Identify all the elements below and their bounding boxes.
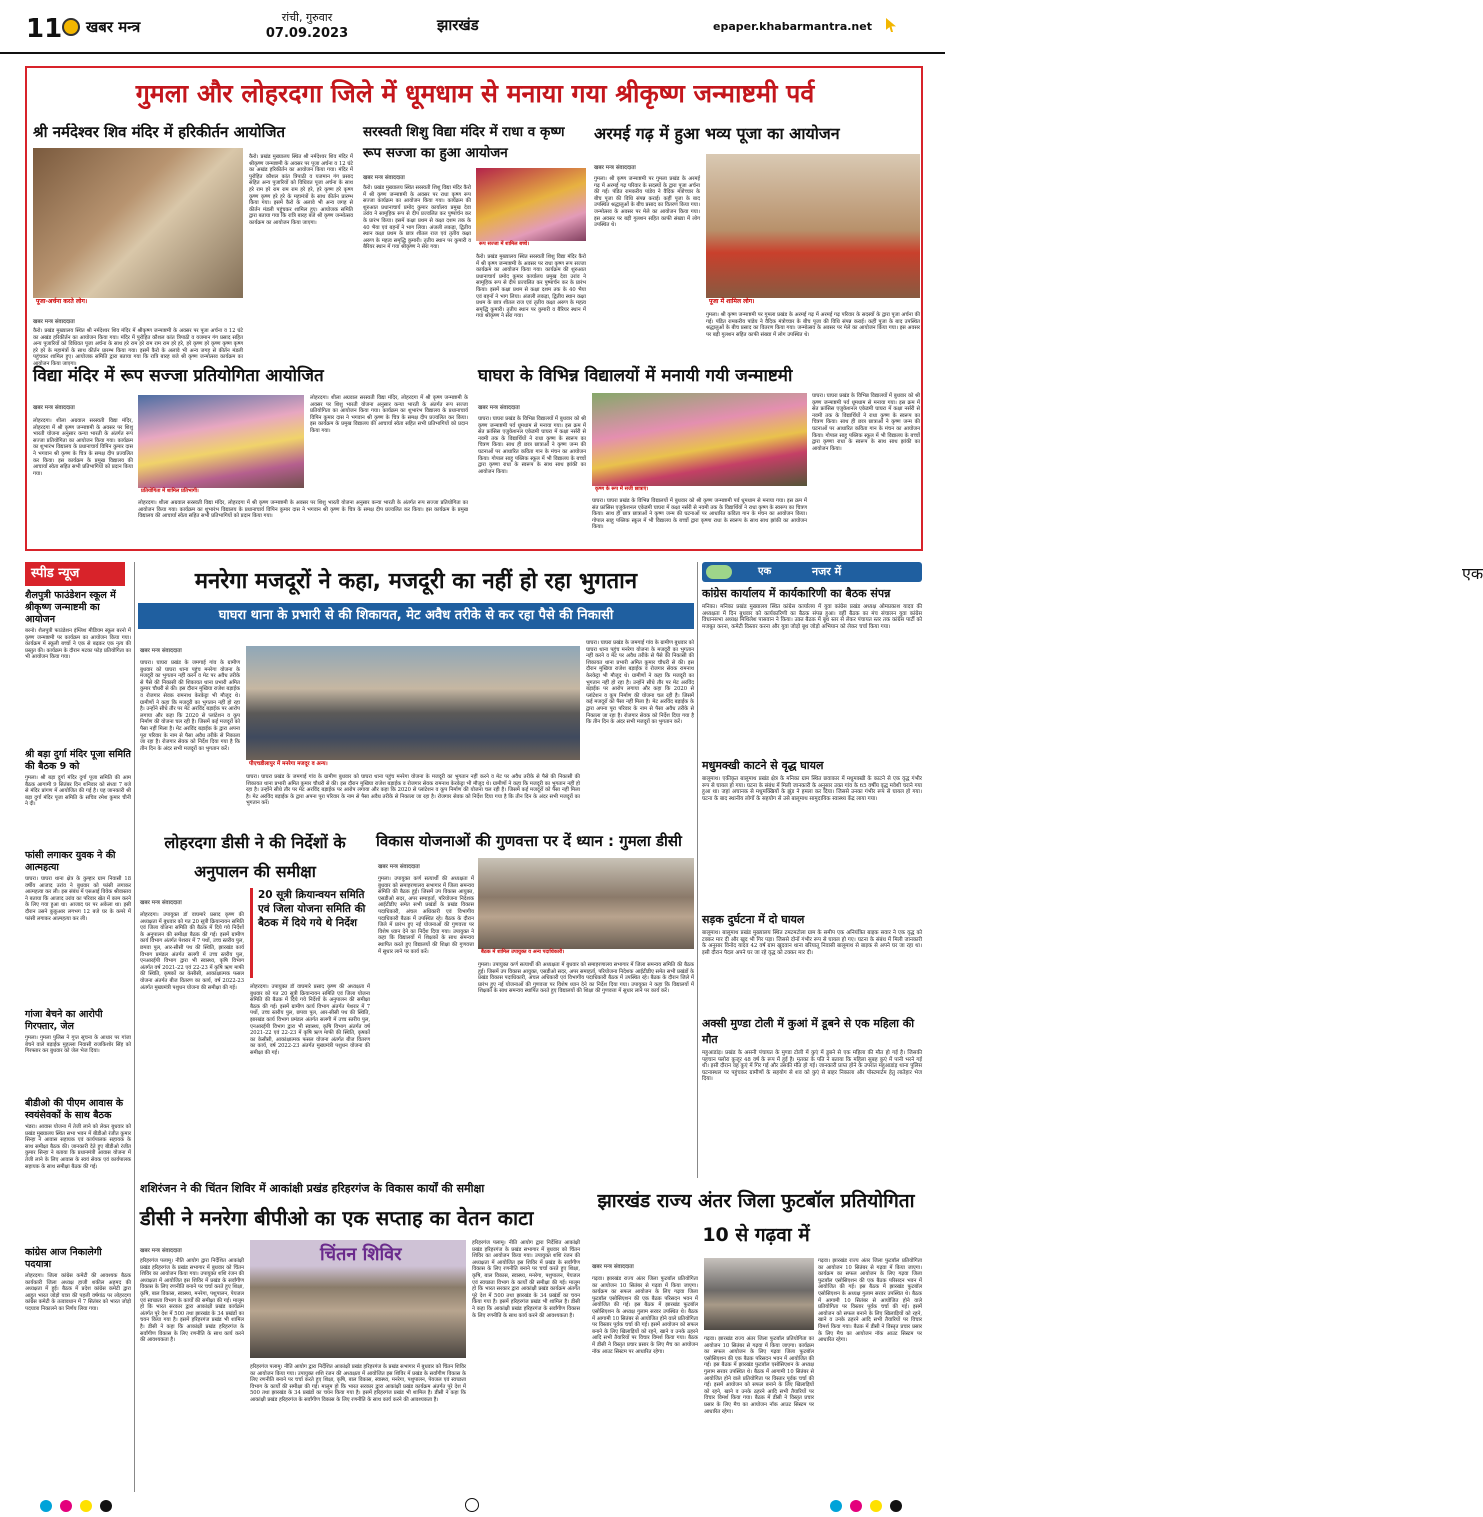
registration-dot (890, 1500, 902, 1512)
story-body-cont: कैरो। प्रखंड मुख्यालय स्थित श्री नर्मदेश्वर शिव मंदिर में श्रीकृष्ण जन्माष्टमी के अवसर पर पूजा अर्चना व 12 घंटे का अखंड हरिकीर्तन का आयोजन किया गया। मंदिर में पुरोहित कौशल कांत त्रिपाठी व यजमान गंग प्रसाद सहित अन्य पुजारियों को विधिवत पूजा अर्चना के साथ हरे राम हरे राम राम राम हरे हरे, हरे कृष्ण हरे कृष्ण कृष्ण कृष्ण हरे हरे के महामंत्रों के साथ कीर्तन प्रारम्भ किया गया। इसमें कैरो के अलावे भी अन्य जगह से कीर्तन मंडली पहुंचकर शामिल हुए। आयोजक समिति द्वारा बताया गया कि रात्रि बारह बजे श्री कृष्ण जन्मोत्सव कार्यक्रम का आयोजन किया जाएगा। (249, 154, 353, 226)
registration-dot (40, 1500, 52, 1512)
globe-icon (706, 565, 732, 579)
photo-caption: पूजा-अर्चना करते लोग। (33, 298, 243, 306)
story-title: विकास योजनाओं की गुणवत्ता पर दें ध्यान : गुमला डीसी (376, 832, 682, 850)
story-title: अरमई गढ़ में हुआ भव्य पूजा का आयोजन (594, 124, 840, 143)
brief-body: बालूमाथ। बालूमाथ प्रखंड मुख्यालय स्थित टमटमटोला ग्राम के समीप एक अनियंत्रित बाइक सवार ने एक वृद्ध को टक्कर मार दी और खुद भी गिर पड़ा। जिससे दोनों गंभीर रूप से घायल हो गए। घटना के संबंध में मिली जानकारी के अनुसार विनोद यादव 42 वर्ष ग्राम खुदवान थाना बरियातू निवासी बालूमाथ से बाइक से अपने घर जा रहा था। इसी दौरान पैदल अपने घर जा रहे वृद्ध को टक्कर मार दी। (702, 930, 922, 956)
brief-title: अक्सी मुण्डा टोली में कुआं में डूबने से एक महिला की मौत (702, 1017, 915, 1046)
story-title: लोहरदगा डीसी ने की निर्देशों के अनुपालन की समीक्षा (164, 833, 346, 881)
story-body-cont: गुमला। उपायुक्त कर्ण सत्यार्थी की अध्यक्षता में बुधवार को समाहरणालय सभागार में जिला समन्वय समिति की बैठक हुई। जिसमें उप विकास आयुक्त, एसडीओ सदर, अपर समाहर्ता, परियोजना निदेशक आईटीडीए समेत सभी प्रखंडों के प्रखंड विकास पदाधिकारी, अंचल अधिकारी एवं विभागीय पदाधिकारी बैठक में उपस्थित रहे। बैठक के दौरान जिले में प्रारंभ हुए नई योजनाओं की गुणवत्ता पर विशेष ध्यान देने का निर्देश दिया गया। उपायुक्त ने कहा कि विद्यालयों में शिक्षकों के साथ समन्वय स्थापित करते हुए विद्यालयों की शिक्षा की गुणवत्ता में सुधार लाने पर कार्य करें। (478, 962, 694, 995)
mnrega-subheadline (138, 603, 694, 629)
speed-news-label (25, 562, 125, 586)
story-photo (250, 1240, 466, 1358)
byline: खबर मन्त्र संवाददाता (478, 405, 520, 411)
registration-dot (100, 1500, 112, 1512)
story-photo (246, 646, 580, 768)
photo-caption: कृष्ण के रूप में सजी छात्राएं। (592, 486, 807, 493)
brief-title: फांसी लगाकर युवक ने की आत्महत्या (25, 850, 116, 873)
crosshair-icon (465, 1498, 479, 1512)
highlight-box: 20 सूत्री क्रियान्वयन समिति एवं जिला योजना समिति की बैठक में दिये गये थे निर्देश (250, 888, 370, 978)
story-body: कैरो। प्रखंड मुख्यालय स्थित सरस्वती शिशु विद्या मंदिर कैरो में श्री कृष्ण जन्माष्टमी के अवसर पर राधा कृष्ण रूप सज्जा कार्यक्रम का आयोजन किया गया। कार्यक्रम की शुरुआत प्रधानाचार्य प्रमोद कुमार कार्यालय प्रमुख देवा उरांव ने सामूहिक रूप से दीप प्रज्वलित कर पुष्पार्चन कर के प्रारंभ किया। इसमें कक्षा प्रथम से कक्षा दशम तक के 40 भैया एवं बहनों ने भाग लिया। अंजली लकड़ा, द्वितीय स्थान कक्षा प्रथम के छात्र शीतल राज एवं तृतीय कक्षा अरुण के महत्व समृद्धि कुमारी। तृतीय स्थान पर कुमारी व बैरियर स्थान में गया श्रीकृष्ण ने सेरा गया। (363, 185, 471, 251)
story-title: डीसी ने मनरेगा बीपीओ का एक सप्ताह का वेतन काटा (140, 1206, 534, 1230)
story-body-cont: गुमला। श्री कृष्ण जन्माष्टमी पर गुमला प्रखंड के अरमई गढ़ में अरमई गढ़ परिवार के सदस्यों के द्वारा पूजा अर्चना की गई। पंडित रामकरीय पांडेय ने वैदिक मंत्रोच्चार के बीच पूजा की विधि संपन्न कराई। कहीं पूजा के बाद उपस्थित श्रद्धालुओं के बीच प्रसाद का वितरण किया गया। जन्मोत्सव के अवसर पर मेले का आयोजन किया गया। इस अवसर पर बड़ी गुलशन सहित काफी संख्या में लोग उपस्थित थे। (706, 312, 920, 338)
byline: खबर मन्त्र संवाददाता (594, 165, 636, 171)
byline: खबर मन्त्र संवाददाता (363, 175, 405, 181)
photo-caption: पीएचडीलापुर में मनरेगा मजदूर व अन्य। (246, 760, 580, 768)
story-photo (138, 395, 304, 495)
banner-headline: गुमला और लोहरदगा जिले में धूमधाम से मनाया गया श्रीकृष्ण जन्माष्टमी पर्व (135, 79, 815, 108)
nazar-label: नजर में (812, 565, 842, 578)
ek-label: एक (1462, 564, 1483, 583)
byline: खबर मन्त्र संवाददाता (592, 1264, 634, 1270)
brief-title: श्री बड़ा दुर्गा मंदिर पूजा समिति की बैठक 9 को (25, 749, 131, 772)
registration-dot (850, 1500, 862, 1512)
website-url[interactable]: epaper.khabarmantra.net (713, 20, 872, 33)
story-photo (704, 1258, 814, 1330)
column-divider (697, 562, 698, 1178)
photo-banner-text: चिंतन शिविर (320, 1244, 402, 1265)
brief-title: शैलपुत्री फाउंडेशन स्कूल में श्रीकृष्ण जन्माष्टमी का आयोजन (25, 590, 116, 625)
story-body: गुमला। उपायुक्त कर्ण सत्यार्थी की अध्यक्षता में बुधवार को समाहरणालय सभागार में जिला समन्वय समिति की बैठक हुई। जिसमें उप विकास आयुक्त, एसडीओ सदर, अपर समाहर्ता, परियोजना निदेशक आईटीडीए समेत सभी प्रखंडों के प्रखंड विकास पदाधिकारी, अंचल अधिकारी एवं विभागीय पदाधिकारी बैठक में उपस्थित रहे। बैठक के दौरान जिले में प्रारंभ हुए नई योजनाओं की गुणवत्ता पर विशेष ध्यान देने का निर्देश दिया गया। उपायुक्त ने कहा कि विद्यालयों में शिक्षकों के साथ समन्वय स्थापित करते हुए विद्यालयों की शिक्षा की गुणवत्ता में सुधार लाने पर कार्य करें। (378, 876, 474, 955)
brief-title: कांग्रेस कार्यालय में कार्यकारिणी का बैठक संपन्न (702, 587, 891, 600)
story-body-cont: लोहरदगा। शीला अग्रवाल सरस्वती विद्या मंदिर, लोहरदगा में श्री कृष्ण जन्माष्टमी के अवसर पर शिशु भारती योजना अनुसार कन्या भारती के अंतर्गत रूप सज्जा प्रतियोगिता का आयोजन किया गया। कार्यक्रम का शुभारंभ विद्यालय के प्रधानाचार्य विपिन कुमार दास ने भगवान श्री कृष्ण के चित्र के समक्ष दीप प्रज्वलित कर किया। इस कार्यक्रम के प्रमुख विद्यालय की आचार्या स्वेता सहित सभी प्रतिभागियों को प्रदान किया गया। (310, 395, 468, 434)
story-title: सरस्वती शिशु विद्या मंदिर में राधा व कृष्ण रूप सज्जा का हुआ आयोजन (363, 124, 565, 161)
brief-body: बरनो। शैलपुत्री फाउंडेशन इंग्लिश मीडियम स्कूल बरनो में कृष्ण जन्माष्टमी पर कार्यक्रम का आयोजन किया गया। कार्यक्रम में स्कूली बच्चों ने एक से बढ़कर एक नृत्य की प्रस्तुत की। कार्यक्रम के दौरान मटका फोड़ प्रतियोगिता का भी आयोजन किया गया। (25, 628, 131, 661)
byline: खबर मन्त्र संवाददाता (378, 864, 420, 870)
story-body-cont: हरिहरगंज पलामू। नीति आयोग द्वारा निर्देशित आकांक्षी प्रखंड हरिहरगंज के प्रखंड सभागार में बुधवार को चिंतन शिविर का आयोजन किया गया। उपायुक्त शशि रंजन की अध्यक्षता में आयोजित इस शिविर में प्रखंड के सर्वांगीण विकास के लिए रणनीति बनाने पर चर्चा करते हुए शिक्षा, कृषि, बाल विकास, स्वास्थ्य, मनरेगा, पशुपालन, पेयजल एवं स्वच्छता विभाग के कार्यों की समीक्षा की गई। मालूम हो कि भारत सरकार द्वारा आकांक्षी प्रखंड कार्यक्रम अंतर्गत पूरे देश में 500 तथा झारखंड के 34 प्रखंडों का चयन किया गया है। इसमें हरिहरगंज प्रखंड भी शामिल है। डीसी ने कहा कि आकांक्षी प्रखंड हरिहरगंज के सर्वांगीण विकास के लिए रणनीति के साथ कार्य करने की आवश्यकता है। (472, 1240, 580, 1319)
brief-body: गुमला। गुमला पुलिस ने गुप्त सूचना के आधार पर गांजा बेचने वाले बड़ाईक मुहल्ला निवासी राजकिशोर सिंह को गिरफ्तार कर बुधवार को जेल भेज दिया। (25, 1035, 131, 1055)
photo-caption: प्रतियोगिता में शामिल प्रतिभागी। (138, 488, 304, 495)
brief-title: सड़क दुर्घटना में दो घायल (702, 913, 805, 926)
color-registration-strip (0, 1496, 945, 1517)
speed-news-text: स्पीड न्यूज (31, 566, 80, 581)
story-photo (592, 393, 807, 493)
story-body-cont: घाघरा। घाघरा प्रखंड के विभिन्न विद्यालयों में बुधवार को श्री कृष्ण जन्माष्टमी पर्व धूमधाम से मनाया गया। इस क्रम में संत फ्रांसिस एजुकेशनल एकेडमी घाघरा में कक्षा नर्सरी से नवमी तक के विद्यार्थियों ने राधा कृष्ण के स्वरूप का चित्रण किया। साथ ही छात्र छात्राओं ने कृष्ण जन्म की घटनाओं पर आधारित कविता गान के मंचन का आयोजन किया। गोपाल साहू पब्लिक स्कूल में भी विद्यालय के बच्चों द्वारा कृष्णा राधा के स्वरूप के साथ साथ झांकी का आयोजन किया। (592, 498, 807, 531)
story-photo (33, 148, 243, 306)
registration-dot (870, 1500, 882, 1512)
story-body: घाघरा। घाघरा प्रखंड के जमगाई गांव के ग्रामीण बुधवार को घाघरा थाना पहुंच मनरेगा योजना के मजदूरी का भुगतान नहीं करने व मेट पर अवैध तरीके से पैसे की निकासी की शिकायत थाना प्रभारी अमित कुमार चौधरी से की। इस दौरान मुखिया राजेश बड़ाईक व रोजगार सेवक रामनाथ केरकेट्टा भी मौजूद थे। ग्रामीणों ने कहा कि मजदूरी का भुगतान नहीं हो रहा है। उन्होंने सीधे तौर पर मेट अरविंद बड़ाईक पर आरोप लगाया और कहा कि 2020 से प्लांटेशन व कूप निर्माण की योजना चल रही है। जिसमें कई मजदूरों को पैसा नहीं मिला है। मेट अरविंद बड़ाईक के द्वारा अपना पूरा परिवार के नाम से पैसा अवैध तरीके से निकाला जा रहा है। रोजगार सेवक को निर्देश दिया गया है कि तीन दिन के अंदर सभी मजदूरों का भुगतान करें। (140, 660, 240, 752)
brief-title: बीडीओ की पीएम आवास के स्वयंसेवकों के साथ बैठक (25, 1098, 124, 1121)
story-body-cont: लोहरदगा। शीला अग्रवाल सरस्वती विद्या मंदिर, लोहरदगा में श्री कृष्ण जन्माष्टमी के अवसर पर शिशु भारती योजना अनुसार कन्या भारती के अंतर्गत रूप सज्जा प्रतियोगिता का आयोजन किया गया। कार्यक्रम का शुभारंभ विद्यालय के प्रधानाचार्य विपिन कुमार दास ने भगवान श्री कृष्ण के चित्र के समक्ष दीप प्रज्वलित कर किया। इस कार्यक्रम के प्रमुख विद्यालय की आचार्या स्वेता सहित सभी प्रतिभागियों को प्रदान किया गया। (138, 500, 468, 520)
brief-body: भंडरा। आवास योजना में तेजी लाने को लेकर बुधवार को प्रखंड मुख्यालय स्थित सभा भवन में बीडीओ रंजीत कुमार सिन्हा ने आवास सहायक एवं कार्यपालक सहायक के साथ समीक्षा बैठक की। जानकारी देते हुए बीडीओ रंजीत कुमार सिन्हा ने बताया कि प्रधानमंत्री आवास योजना में तेजी लाने के लिए आवास के स्वयं सेवक एवं कार्यपालक सहायक के साथ समीक्षा बैठक की गई। (25, 1124, 131, 1170)
registration-dot (60, 1500, 72, 1512)
brief-body: घाघरा। घाघरा थाना क्षेत्र के कुम्हार ग्राम निवासी 18 वर्षीय आजाद उरांव ने बुधवार को फांसी लगाकर आत्महत्या कर ली। इस संबंध में एसआई विवेक श्रीवास्तव ने बताया कि आजाद उरांव का परिवार खेत में काम करने के लिए गया हुआ था। आजाद घर पर अकेला था। इसी दौरान उसने कुकुआर लगभग 12 बजे घर के कमरे में फांसी लगाकर आत्महत्या कर ली। (25, 876, 131, 922)
brand-name: खबर मन्त्र (86, 18, 141, 36)
brief-body: महुआडांड़। प्रखंड के असनी पंचायत के मुण्डा टोली में कुएं में डूबने से एक महिला की मौत हो गई है। जिसकी पहचान फ्लोरा कुजूर 48 वर्ष के रूप में हुई है। मृतका के पति ने बताया कि महिला सुबह कुएं में पानी भरने गई थी। इसी दौरान वह कुएं में गिर गई और उसकी मौत हो गई। जानकारी प्राप्त होने के उपरांत महुआडांड़ थाना पुलिस घटनास्थल पर पहुंचकर ग्रामीणों के सहयोग से शव को कुएं से बाहर निकाला और पोस्टमार्टम हेतु लातेहार भेज दिया। (702, 1050, 922, 1083)
byline: खबर मन्त्र संवाददाता (140, 648, 182, 654)
mnrega-headline: मनरेगा मजदूरों ने कहा, मजदूरी का नहीं हो रहा भुगतान (194, 569, 638, 594)
city-day: रांची, गुरुवार (281, 11, 333, 24)
photo-caption: रूप सज्जा में शामिल बच्चे। (476, 241, 586, 248)
story-photo (476, 168, 586, 248)
story-body-cont: हरिहरगंज पलामू। नीति आयोग द्वारा निर्देशित आकांक्षी प्रखंड हरिहरगंज के प्रखंड सभागार में बुधवार को चिंतन शिविर का आयोजन किया गया। उपायुक्त शशि रंजन की अध्यक्षता में आयोजित इस शिविर में प्रखंड के सर्वांगीण विकास के लिए रणनीति बनाने पर चर्चा करते हुए शिक्षा, कृषि, बाल विकास, स्वास्थ्य, मनरेगा, पशुपालन, पेयजल एवं स्वच्छता विभाग के कार्यों की समीक्षा की गई। मालूम हो कि भारत सरकार द्वारा आकांक्षी प्रखंड कार्यक्रम अंतर्गत पूरे देश में 500 तथा झारखंड के 34 प्रखंडों का चयन किया गया है। इसमें हरिहरगंज प्रखंड भी शामिल है। डीसी ने कहा कि आकांक्षी प्रखंड हरिहरगंज के सर्वांगीण विकास के लिए रणनीति के साथ कार्य करने की आवश्यकता है। (250, 1364, 466, 1403)
story-body: गुमला। श्री कृष्ण जन्माष्टमी पर गुमला प्रखंड के अरमई गढ़ में अरमई गढ़ परिवार के सदस्यों के द्वारा पूजा अर्चना की गई। पंडित रामकरीय पांडेय ने वैदिक मंत्रोच्चार के बीच पूजा की विधि संपन्न कराई। कहीं पूजा के बाद उपस्थित श्रद्धालुओं के बीच प्रसाद का वितरण किया गया। जन्मोत्सव के अवसर पर मेले का आयोजन किया गया। इस अवसर पर बड़ी गुलशन सहित काफी संख्या में लोग उपस्थित थे। (594, 176, 700, 229)
column-divider (134, 562, 135, 1492)
brief-title: गांजा बेचने का आरोपी गिरफ्तार, जेल (25, 1009, 103, 1032)
byline: खबर मन्त्र संवाददाता (140, 1248, 182, 1254)
story-body: कैरो। प्रखंड मुख्यालय स्थित श्री नर्मदेश्वर शिव मंदिर में श्रीकृष्ण जन्माष्टमी के अवसर पर पूजा अर्चना व 12 घंटे का अखंड हरिकीर्तन का आयोजन किया गया। मंदिर में पुरोहित कौशल कांत त्रिपाठी व यजमान गंग प्रसाद सहित अन्य पुजारियों को विधिवत पूजा अर्चना के साथ हरे राम हरे राम राम राम हरे हरे, हरे कृष्ण हरे कृष्ण कृष्ण कृष्ण हरे हरे के महामंत्रों के साथ कीर्तन प्रारम्भ किया गया। इसमें कैरो के अलावे भी अन्य जगह से कीर्तन मंडली पहुंचकर शामिल हुए। आयोजक समिति द्वारा बताया गया कि रात्रि बारह बजे श्री कृष्ण जन्मोत्सव कार्यक्रम का आयोजन किया जाएगा। (33, 328, 243, 367)
brief-body: बालूमाथ। एकीकृत बालूमाथ प्रखंड क्षेत्र के मनिका ग्राम स्थित छवाकार में मधुमक्खी के काटने से एक वृद्ध गंभीर रूप से घायल हो गया। घटना के संबंध में मिली जानकारी के अनुसार उक्त गांव के 65 वर्षीय वृद्ध मवेशी चराने गया हुआ था। जहां अचानक से मधुमक्खियों के झुंड ने हमला कर दिया। जिससे उनका गंभीर रूप से घायल हो गया। घटना के बाद स्थानीय लोगों के सहयोग से उसे बालूमाथ सामुदायिक स्वास्थ्य केंद्र लाया गया। (702, 776, 922, 802)
cursor-icon (886, 18, 896, 32)
story-body: घाघरा। घाघरा प्रखंड के विभिन्न विद्यालयों में बुधवार को श्री कृष्ण जन्माष्टमी पर्व धूमधाम से मनाया गया। इस क्रम में संत फ्रांसिस एजुकेशनल एकेडमी घाघरा में कक्षा नर्सरी से नवमी तक के विद्यार्थियों ने राधा कृष्ण के स्वरूप का चित्रण किया। साथ ही छात्र छात्राओं ने कृष्ण जन्म की घटनाओं पर आधारित कविता गान के मंचन का आयोजन किया। गोपाल साहू पब्लिक स्कूल में भी विद्यालय के बच्चों द्वारा कृष्णा राधा के स्वरूप के साथ साथ झांकी का आयोजन किया। (478, 416, 586, 475)
story-body-cont: घाघरा। घाघरा प्रखंड के जमगाई गांव के ग्रामीण बुधवार को घाघरा थाना पहुंच मनरेगा योजना के मजदूरी का भुगतान नहीं करने व मेट पर अवैध तरीके से पैसे की निकासी की शिकायत थाना प्रभारी अमित कुमार चौधरी से की। इस दौरान मुखिया राजेश बड़ाईक व रोजगार सेवक रामनाथ केरकेट्टा भी मौजूद थे। ग्रामीणों ने कहा कि मजदूरी का भुगतान नहीं हो रहा है। उन्होंने सीधे तौर पर मेट अरविंद बड़ाईक पर आरोप लगाया और कहा कि 2020 से प्लांटेशन व कूप निर्माण की योजना चल रही है। जिसमें कई मजदूरों को पैसा नहीं मिला है। मेट अरविंद बड़ाईक के द्वारा अपना पूरा परिवार के नाम से पैसा अवैध तरीके से निकाला जा रहा है। रोजगार सेवक को निर्देश दिया गया है कि तीन दिन के अंदर सभी मजदूरों का भुगतान करें। (246, 774, 580, 807)
brief-body: लोहरदगा। जिला कांग्रेस कमेटी की आवश्यक बैठक कार्यकारी जिला अध्यक्ष हाजी शकील अहमद की अध्यक्षता में हुई। बैठक में प्रदेश कांग्रेस कमेटी द्वारा आहूत भारत जोड़ो यात्रा की पहली वर्षगांठ पर लोहरदगा कांग्रेस कमेटी के तत्वावधान में 7 सितंबर को भारत जोड़ो पदयात्रा निकालने का निर्णय लिया गया। (25, 1273, 131, 1312)
brief-body: गुमला। श्री बड़ा दुर्गा मंदिर दुर्गा पूजा समिति की आम बैठक आगामी 9 सितंबर दिन शनिवार को संध्या 7 बजे से मंदिर प्रांगण में आयोजित की गई है। यह जानकारी श्री बड़ा दुर्गा मंदिर पूजा समिति के सचिव रमेश कुमार चीनी ने दी। (25, 775, 131, 808)
page-number: 11 (26, 14, 63, 44)
story-body: हरिहरगंज पलामू। नीति आयोग द्वारा निर्देशित आकांक्षी प्रखंड हरिहरगंज के प्रखंड सभागार में बुधवार को चिंतन शिविर का आयोजन किया गया। उपायुक्त शशि रंजन की अध्यक्षता में आयोजित इस शिविर में प्रखंड के सर्वांगीण विकास के लिए रणनीति बनाने पर चर्चा करते हुए शिक्षा, कृषि, बाल विकास, स्वास्थ्य, मनरेगा, पशुपालन, पेयजल एवं स्वच्छता विभाग के कार्यों की समीक्षा की गई। मालूम हो कि भारत सरकार द्वारा आकांक्षी प्रखंड कार्यक्रम अंतर्गत पूरे देश में 500 तथा झारखंड के 34 प्रखंडों का चयन किया गया है। इसमें हरिहरगंज प्रखंड भी शामिल है। डीसी ने कहा कि आकांक्षी प्रखंड हरिहरगंज के सर्वांगीण विकास के लिए रणनीति के साथ कार्य करने की आवश्यकता है। (140, 1258, 244, 1344)
story-body: गढ़वा। झारखंड राज्य अंतर जिला फुटबॉल प्रतियोगिता का आयोजन 10 सितंबर से गढ़वा में किया जाएगा। कार्यक्रम का सफल आयोजन के लिए गढ़वा जिला फुटबॉल एसोसिएशन की एक बैठक परिसदन भवन में आयोजित की गई। इस बैठक में झारखंड फुटबॉल एसोसिएशन के अध्यक्ष गुलाम सरवर उपस्थित थे। बैठक में आगामी 10 सितंबर से आयोजित होने वाले प्रतियोगिता पर विस्तार पूर्वक चर्चा की गई। इसमें आयोजन को सफल बनाने के लिए खिलाड़ियों को रहने, खाने व उनके ठहरने आदि सभी तैयारियों पर विचार विमर्श किया गया। बैठक में डीसी ने विस्तृत प्रचार प्रसार के लिए मैच का आयोजन नॉक आउट सिस्टम पर आधारित रहेगा। (592, 1276, 698, 1355)
speed-news-column (25, 590, 131, 1490)
issue-date: 07.09.2023 (265, 26, 349, 41)
byline: खबर मन्त्र संवाददाता (33, 319, 75, 325)
story-body-cont: घाघरा। घाघरा प्रखंड के विभिन्न विद्यालयों में बुधवार को श्री कृष्ण जन्माष्टमी पर्व धूमधाम से मनाया गया। इस क्रम में संत फ्रांसिस एजुकेशनल एकेडमी घाघरा में कक्षा नर्सरी से नवमी तक के विद्यार्थियों ने राधा कृष्ण के स्वरूप का चित्रण किया। साथ ही छात्र छात्राओं ने कृष्ण जन्म की घटनाओं पर आधारित कविता गान के मंचन का आयोजन किया। गोपाल साहू पब्लिक स्कूल में भी विद्यालय के बच्चों द्वारा कृष्णा राधा के स्वरूप के साथ साथ झांकी का आयोजन किया। (812, 393, 920, 452)
ek-label: एक (758, 566, 772, 577)
story-body: लोहरदगा। शीला अग्रवाल सरस्वती विद्या मंदिर, लोहरदगा में श्री कृष्ण जन्माष्टमी के अवसर पर शिशु भारती योजना अनुसार कन्या भारती के अंतर्गत रूप सज्जा प्रतियोगिता का आयोजन किया गया। कार्यक्रम का शुभारंभ विद्यालय के प्रधानाचार्य विपिन कुमार दास ने भगवान श्री कृष्ण के चित्र के समक्ष दीप प्रज्वलित कर किया। इस कार्यक्रम के प्रमुख विद्यालय की आचार्या स्वेता सहित सभी प्रतिभागियों को प्रदान किया गया। (33, 418, 133, 477)
section-name: झारखंड (437, 16, 479, 34)
byline: खबर मन्त्र संवाददाता (33, 405, 75, 411)
registration-dot (830, 1500, 842, 1512)
registration-dot (80, 1500, 92, 1512)
story-title: घाघरा के विभिन्न विद्यालयों में मनायी गयी जन्माष्टमी (478, 366, 793, 386)
story-body-cont: गढ़वा। झारखंड राज्य अंतर जिला फुटबॉल प्रतियोगिता का आयोजन 10 सितंबर से गढ़वा में किया जाएगा। कार्यक्रम का सफल आयोजन के लिए गढ़वा जिला फुटबॉल एसोसिएशन की एक बैठक परिसदन भवन में आयोजित की गई। इस बैठक में झारखंड फुटबॉल एसोसिएशन के अध्यक्ष गुलाम सरवर उपस्थित थे। बैठक में आगामी 10 सितंबर से आयोजित होने वाले प्रतियोगिता पर विस्तार पूर्वक चर्चा की गई। इसमें आयोजन को सफल बनाने के लिए खिलाड़ियों को रहने, खाने व उनके ठहरने आदि सभी तैयारियों पर विचार विमर्श किया गया। बैठक में डीसी ने विस्तृत प्रचार प्रसार के लिए मैच का आयोजन नॉक आउट सिस्टम पर आधारित रहेगा। (818, 1258, 922, 1344)
story-body-cont: कैरो। प्रखंड मुख्यालय स्थित सरस्वती शिशु विद्या मंदिर कैरो में श्री कृष्ण जन्माष्टमी के अवसर पर राधा कृष्ण रूप सज्जा कार्यक्रम का आयोजन किया गया। कार्यक्रम की शुरुआत प्रधानाचार्य प्रमोद कुमार कार्यालय प्रमुख देवा उरांव ने सामूहिक रूप से दीप प्रज्वलित कर पुष्पार्चन कर के प्रारंभ किया। इसमें कक्षा प्रथम से कक्षा दशम तक के 40 भैया एवं बहनों ने भाग लिया। अंजली लकड़ा, द्वितीय स्थान कक्षा प्रथम के छात्र शीतल राज एवं तृतीय कक्षा अरुण के महत्व समृद्धि कुमारी। तृतीय स्थान पर कुमारी व बैरियर स्थान में गया श्रीकृष्ण ने सेरा गया। (476, 254, 586, 320)
masthead (0, 0, 945, 54)
story-body-cont: घाघरा। घाघरा प्रखंड के जमगाई गांव के ग्रामीण बुधवार को घाघरा थाना पहुंच मनरेगा योजना के मजदूरी का भुगतान नहीं करने व मेट पर अवैध तरीके से पैसे की निकासी की शिकायत थाना प्रभारी अमित कुमार चौधरी से की। इस दौरान मुखिया राजेश बड़ाईक व रोजगार सेवक रामनाथ केरकेट्टा भी मौजूद थे। ग्रामीणों ने कहा कि मजदूरी का भुगतान नहीं हो रहा है। उन्होंने सीधे तौर पर मेट अरविंद बड़ाईक पर आरोप लगाया और कहा कि 2020 से प्लांटेशन व कूप निर्माण की योजना चल रही है। जिसमें कई मजदूरों को पैसा नहीं मिला है। मेट अरविंद बड़ाईक के द्वारा अपना पूरा परिवार के नाम से पैसा अवैध तरीके से निकाला जा रहा है। रोजगार सेवक को निर्देश दिया गया है कि तीन दिन के अंदर सभी मजदूरों का भुगतान करें। (586, 640, 694, 726)
mnrega-subheadline-text: घाघरा थाना के प्रभारी से की शिकायत, मेट अवैध तरीके से कर रहा पैसे की निकासी (218, 608, 614, 623)
story-body-cont: लोहरदगा। उपायुक्त डॉ वाघमारे प्रसाद कृष्ण की अध्यक्षता में बुधवार को गत 20 सूत्री क्रियान्वयन समिति एवं जिला योजना समिति की बैठक में दिये गये निर्देशों के अनुपालन की समीक्षा बैठक की गई। इसमें ग्रामीण कार्य विभाग अंतर्गत पेशरार में 7 पथों, उच्च स्तरीय पुल, छपवा पुल, आर-सीसी पथ की स्थिति, झारखंड कार्य विभाग प्रमंडल अंतर्गत सलगी में उच्च स्तरीय पुल, एनआरईपी विभाग द्वारा भी स्वास्थ्य, कृषि विभाग अंतर्गत वर्ष 2021-22 एवं 22-23 में कृषि ऋण माफी की स्थिति, कृषकों का केसीसी, आकांक्षात्मक फसल योजना अंतर्गत बीज वितरण का कार्य, वर्ष 2022-23 अंतर्गत मुख्यमंत्री पशुधन योजना की समीक्षा की गई। (250, 984, 370, 1056)
story-title: विद्या मंदिर में रूप सज्जा प्रतियोगिता आयोजित (33, 366, 324, 386)
brand-logo-icon (62, 18, 80, 36)
brief-title: मधुमक्खी काटने से वृद्ध घायल (702, 759, 824, 772)
story-body-cont: गढ़वा। झारखंड राज्य अंतर जिला फुटबॉल प्रतियोगिता का आयोजन 10 सितंबर से गढ़वा में किया जाएगा। कार्यक्रम का सफल आयोजन के लिए गढ़वा जिला फुटबॉल एसोसिएशन की एक बैठक परिसदन भवन में आयोजित की गई। इस बैठक में झारखंड फुटबॉल एसोसिएशन के अध्यक्ष गुलाम सरवर उपस्थित थे। बैठक में आगामी 10 सितंबर से आयोजित होने वाले प्रतियोगिता पर विस्तार पूर्वक चर्चा की गई। इसमें आयोजन को सफल बनाने के लिए खिलाड़ियों को रहने, खाने व उनके ठहरने आदि सभी तैयारियों पर विचार विमर्श किया गया। बैठक में डीसी ने विस्तृत प्रचार प्रसार के लिए मैच का आयोजन नॉक आउट सिस्टम पर आधारित रहेगा। (704, 1336, 814, 1415)
story-photo (478, 858, 694, 956)
brief-body: मनिका। मनिका प्रखंड मुख्यालय स्थित कांग्रेस कार्यालय में युवा कांग्रेस प्रखंड अध्यक्ष ओमप्रकाश यादव की अध्यक्षता में दिन बुधवार को कार्यकारिणी का बैठक संपन्न हुआ। वहीं बैठक का मंच संचालन युवा कांग्रेस विधानसभा अध्यक्ष मिथिलेश पासवान ने किया। उक्त बैठक में बूथ स्तर से लेकर पंचायत स्तर तक कांग्रेस पार्टी को मजबूत करना, कमेटी विस्तार करना और युवा जोड़ो बूथ जोड़ो अभियान को लेकर चर्चा किया गया। (702, 604, 922, 630)
photo-caption: बैठक में शामिल उपायुक्त व अन्य पदाधिकारी। (478, 949, 694, 956)
story-title: झारखंड राज्य अंतर जिला फुटबॉल प्रतियोगिता 10 से गढ़वा में (597, 1190, 915, 1246)
story-kicker: शशिरंजन ने की चिंतन शिविर में आकांक्षी प्रखंड हरिहरगंज के विकास कार्यों की समीक्षा (140, 1182, 485, 1195)
brief-title: कांग्रेस आज निकालेगी पदयात्रा (25, 1247, 102, 1270)
story-title: श्री नर्मदेश्वर शिव मंदिर में हरिकीर्तन आयोजित (33, 123, 286, 141)
story-photo (706, 154, 920, 306)
ek-nazar-banner (702, 562, 1483, 583)
story-body: लोहरदगा। उपायुक्त डॉ वाघमारे प्रसाद कृष्ण की अध्यक्षता में बुधवार को गत 20 सूत्री क्रियान्वयन समिति एवं जिला योजना समिति की बैठक में दिये गये निर्देशों के अनुपालन की समीक्षा बैठक की गई। इसमें ग्रामीण कार्य विभाग अंतर्गत पेशरार में 7 पथों, उच्च स्तरीय पुल, छपवा पुल, आर-सीसी पथ की स्थिति, झारखंड कार्य विभाग प्रमंडल अंतर्गत सलगी में उच्च स्तरीय पुल, एनआरईपी विभाग द्वारा भी स्वास्थ्य, कृषि विभाग अंतर्गत वर्ष 2021-22 एवं 22-23 में कृषि ऋण माफी की स्थिति, कृषकों का केसीसी, आकांक्षात्मक फसल योजना अंतर्गत बीज वितरण का कार्य, वर्ष 2022-23 अंतर्गत मुख्यमंत्री पशुधन योजना की समीक्षा की गई। (140, 912, 244, 991)
photo-caption: पूजा में शामिल लोग। (706, 298, 920, 306)
byline: खबर मन्त्र संवाददाता (140, 900, 182, 906)
